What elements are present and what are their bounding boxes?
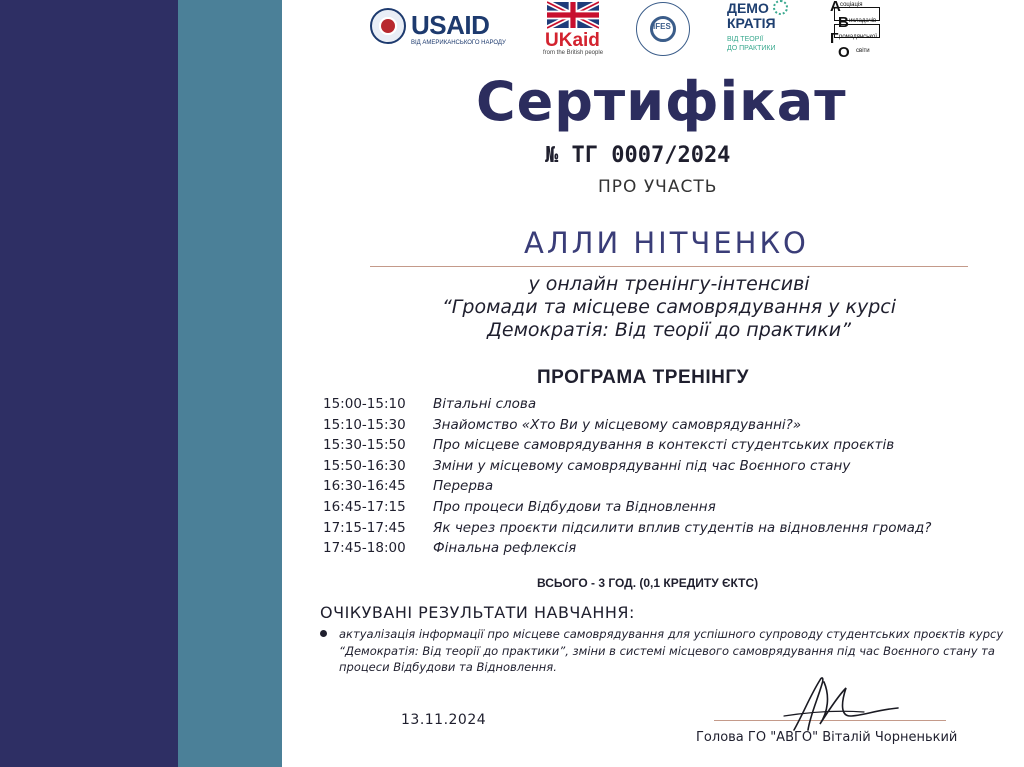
results-line: актуалізація інформації про місцеве самоврядування для успішного супроводу студентських проєктів курсу bbox=[339, 627, 1004, 641]
certificate-title: Сертифікат bbox=[476, 70, 847, 133]
avgo-word-3: ромадянської bbox=[839, 34, 878, 40]
schedule-time: 15:30-15:50 bbox=[323, 437, 406, 454]
democracy-line1: ДЕМО bbox=[727, 0, 769, 16]
bullet-icon bbox=[320, 630, 327, 637]
results-title: ОЧІКУВАНІ РЕЗУЛЬТАТИ НАВЧАННЯ: bbox=[320, 603, 635, 622]
schedule-activity: Про місцеве самоврядування в контексті студентських проєктів bbox=[433, 437, 895, 454]
avgo-word-2: икладачів bbox=[849, 18, 877, 24]
results-line: “Демократія: Від теорії до практики”, зміни в системі місцевого самоврядування під час Воєнного стану та bbox=[339, 643, 995, 658]
results-text bbox=[339, 626, 1004, 676]
course-line: Демократія: Від теорії до практики” bbox=[487, 319, 851, 341]
left-band-teal bbox=[178, 0, 282, 767]
schedule-activity: Перерва bbox=[433, 478, 494, 495]
ukaid-logo bbox=[543, 0, 603, 58]
schedule-time: 17:15-17:45 bbox=[323, 519, 406, 536]
course-line: у онлайн тренінгу-інтенсиві bbox=[528, 273, 810, 295]
ifes-wordmark: IFES bbox=[653, 22, 671, 31]
left-band-dark bbox=[0, 0, 178, 767]
democracy-sub1: ВІД ТЕОРІЇ bbox=[727, 36, 764, 43]
schedule-time: 15:50-16:30 bbox=[323, 457, 406, 474]
total-hours: ВСЬОГО - 3 ГОД. (0,1 КРЕДИТУ ЄКТС) bbox=[537, 576, 759, 590]
usaid-wordmark: USAID bbox=[411, 10, 490, 40]
usaid-logo bbox=[370, 6, 506, 50]
schedule-activity: Фінальна рефлексія bbox=[433, 540, 577, 557]
schedule-time: 15:00-15:10 bbox=[323, 396, 406, 412]
issue-date: 13.11.2024 bbox=[401, 712, 487, 728]
schedule-activity: Як через проєкти підсилити вплив студентів на відновлення громад? bbox=[433, 519, 932, 536]
schedule-time: 15:10-15:30 bbox=[323, 416, 406, 433]
schedule-time: 17:45-18:00 bbox=[323, 540, 406, 557]
dotted-circle-icon bbox=[773, 0, 788, 15]
certificate-number: № ТГ 0007/2024 bbox=[545, 143, 731, 168]
avgo-letter-o: О bbox=[838, 44, 850, 61]
ifes-logo bbox=[630, 2, 694, 58]
schedule-activity: Вітальні слова bbox=[433, 396, 537, 412]
signer-name: Голова ГО "АВГО" Віталій Чорненький bbox=[696, 730, 958, 745]
partner-logos bbox=[360, 0, 900, 62]
recipient-name: АЛЛИ НІТЧЕНКО bbox=[524, 226, 809, 260]
democracy-sub2: ДО ПРАКТИКИ bbox=[727, 45, 776, 52]
avgo-logo bbox=[826, 0, 886, 60]
schedule-time: 16:30-16:45 bbox=[323, 478, 406, 495]
democracy-logo bbox=[727, 0, 797, 58]
ukaid-tagline: from the British people bbox=[543, 50, 604, 56]
avgo-letter-v: В bbox=[838, 14, 849, 31]
avgo-letter-g: Г bbox=[830, 30, 839, 47]
schedule-activity: Зміни у місцевому самоврядуванні під час Воєнного стану bbox=[433, 457, 851, 474]
ukaid-wordmark: UKaid bbox=[545, 30, 600, 51]
avgo-word-1: соціація bbox=[840, 2, 863, 8]
schedule-activity: Про процеси Відбудови та Відновлення bbox=[433, 498, 716, 515]
course-description bbox=[370, 273, 968, 342]
schedule-time: 16:45-17:15 bbox=[323, 498, 406, 515]
usaid-tagline: ВІД АМЕРИКАНСЬКОГО НАРОДУ bbox=[411, 40, 506, 46]
course-line: “Громади та місцеве самоврядування у курсі bbox=[441, 296, 897, 318]
name-underline bbox=[370, 266, 968, 267]
usaid-seal-icon bbox=[370, 8, 406, 44]
schedule-activity: Знайомство «Хто Ви у місцевому самоврядуванні?» bbox=[433, 416, 802, 433]
handwritten-signature bbox=[780, 672, 900, 738]
results-line: процеси Відбудови та Відновлення. bbox=[339, 660, 557, 674]
certificate-subtitle: ПРО УЧАСТЬ bbox=[598, 177, 718, 197]
program-title: ПРОГРАМА ТРЕНІНГУ bbox=[537, 367, 749, 388]
democracy-line2: КРАТІЯ bbox=[727, 15, 776, 31]
avgo-letter-a: А bbox=[830, 0, 841, 15]
union-jack-icon bbox=[547, 0, 599, 30]
avgo-word-4: світи bbox=[856, 48, 870, 54]
